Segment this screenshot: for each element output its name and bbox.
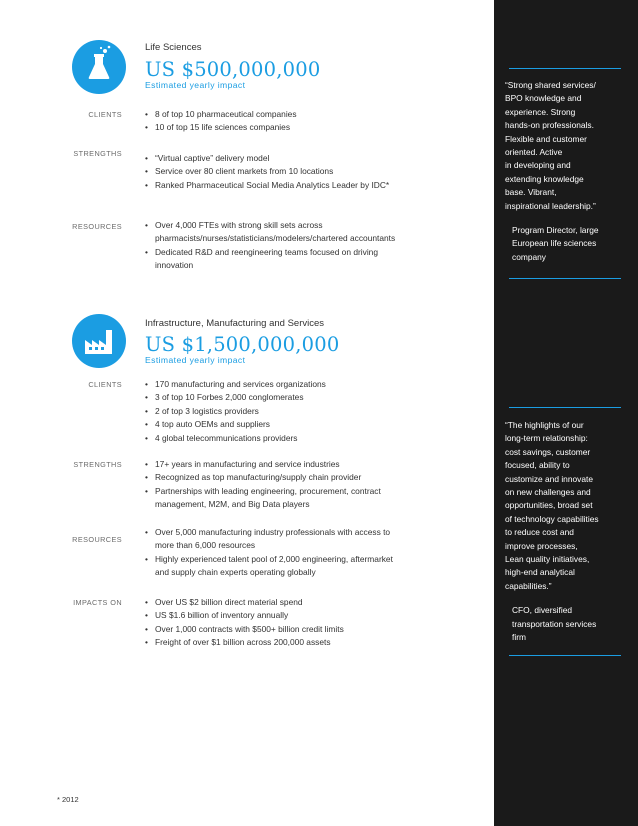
strengths-list xyxy=(145,458,400,512)
list-item: • Dedicated R&D and reengineering teams focused on driving innovation xyxy=(145,246,400,273)
list-item: • Freight of over $1 billion across 200,000 assets xyxy=(145,636,400,649)
list-item: • Service over 80 client markets from 10 locations xyxy=(145,165,400,178)
section-label: Infrastructure, Manufacturing and Services xyxy=(145,318,325,329)
list-item: • Over 5,000 manufacturing industry professionals with access to more than 6,000 resources xyxy=(145,526,400,553)
list-item: • 2 of top 3 logistics providers xyxy=(145,405,400,418)
list-item: • Ranked Pharmaceutical Social Media Analytics Leader by IDC* xyxy=(145,179,400,192)
list-item: • Recognized as top manufacturing/supply chain provider xyxy=(145,471,400,484)
list-item: • Over US $2 billion direct material spend xyxy=(145,596,400,609)
list-item: • Highly experienced talent pool of 2,000 engineering, aftermarket and supply chain experts operating globally xyxy=(145,553,400,580)
list-item: • 4 global telecommunications providers xyxy=(145,432,400,445)
footnote: * 2012 xyxy=(57,795,79,804)
impact-subtitle: Estimated yearly impact xyxy=(145,80,246,90)
row-label-strengths: STRENGTHS xyxy=(73,149,122,158)
row-label-resources: RESOURCES xyxy=(72,535,122,544)
row-label-clients: CLIENTS xyxy=(88,110,122,119)
row-label-strengths: STRENGTHS xyxy=(73,460,122,469)
quote-attribution: CFO, diversified transportation services firm xyxy=(512,605,597,643)
impact-amount: US $500,000,000 xyxy=(145,58,321,81)
quote-text: “Strong shared services/ BPO knowledge and experience. Strong hands-on professionals. Flexible and customer oriented. Active in developing and extending knowledge base. Vibrant, inspirational leadership.” xyxy=(505,80,596,211)
list-item: • Over 4,000 FTEs with strong skill sets across pharmacists/nurses/statisticians/modelers/chartered accountants xyxy=(145,219,400,246)
strengths-list xyxy=(145,152,400,192)
quote-divider xyxy=(509,68,621,69)
list-item: • 8 of top 10 pharmaceutical companies xyxy=(145,108,400,121)
impact-amount: US $1,500,000,000 xyxy=(145,333,340,356)
quote-divider xyxy=(509,278,621,279)
impacts-list xyxy=(145,596,400,650)
row-label-resources: RESOURCES xyxy=(72,222,122,231)
quote-text: “The highlights of our long-term relationship: cost savings, customer focused, ability to customize and innovate on new challenges and opportunities, broad set of technology capabilities to reduce cost and improve processes, Lean quality initiatives, high-end analytical capabilities.” xyxy=(505,420,599,591)
list-item: • Over 1,000 contracts with $500+ billion credit limits xyxy=(145,623,400,636)
quote-divider xyxy=(509,655,621,656)
list-item: • “Virtual captive” delivery model xyxy=(145,152,400,165)
list-item: • 4 top auto OEMs and suppliers xyxy=(145,418,400,431)
list-item: • 10 of top 15 life sciences companies xyxy=(145,121,400,134)
testimonial-quote xyxy=(505,419,629,645)
quote-divider xyxy=(509,407,621,408)
clients-list xyxy=(145,378,400,445)
resources-list xyxy=(145,526,400,580)
flask-icon xyxy=(72,40,126,94)
resources-list xyxy=(145,219,400,273)
row-label-impacts-on: IMPACTS ON xyxy=(73,598,122,607)
list-item: • US $1.6 billion of inventory annually xyxy=(145,609,400,622)
list-item: • 17+ years in manufacturing and service industries xyxy=(145,458,400,471)
factory-icon xyxy=(72,314,126,368)
list-item: • Partnerships with leading engineering, procurement, contract management, M2M, and Big Data players xyxy=(145,485,400,512)
section-label: Life Sciences xyxy=(145,42,202,53)
impact-subtitle: Estimated yearly impact xyxy=(145,355,246,365)
testimonial-quote xyxy=(505,79,629,264)
row-label-clients: CLIENTS xyxy=(88,380,122,389)
list-item: • 170 manufacturing and services organizations xyxy=(145,378,400,391)
clients-list xyxy=(145,108,400,135)
list-item: • 3 of top 10 Forbes 2,000 conglomerates xyxy=(145,391,400,404)
quote-attribution: Program Director, large European life sciences company xyxy=(512,225,599,262)
